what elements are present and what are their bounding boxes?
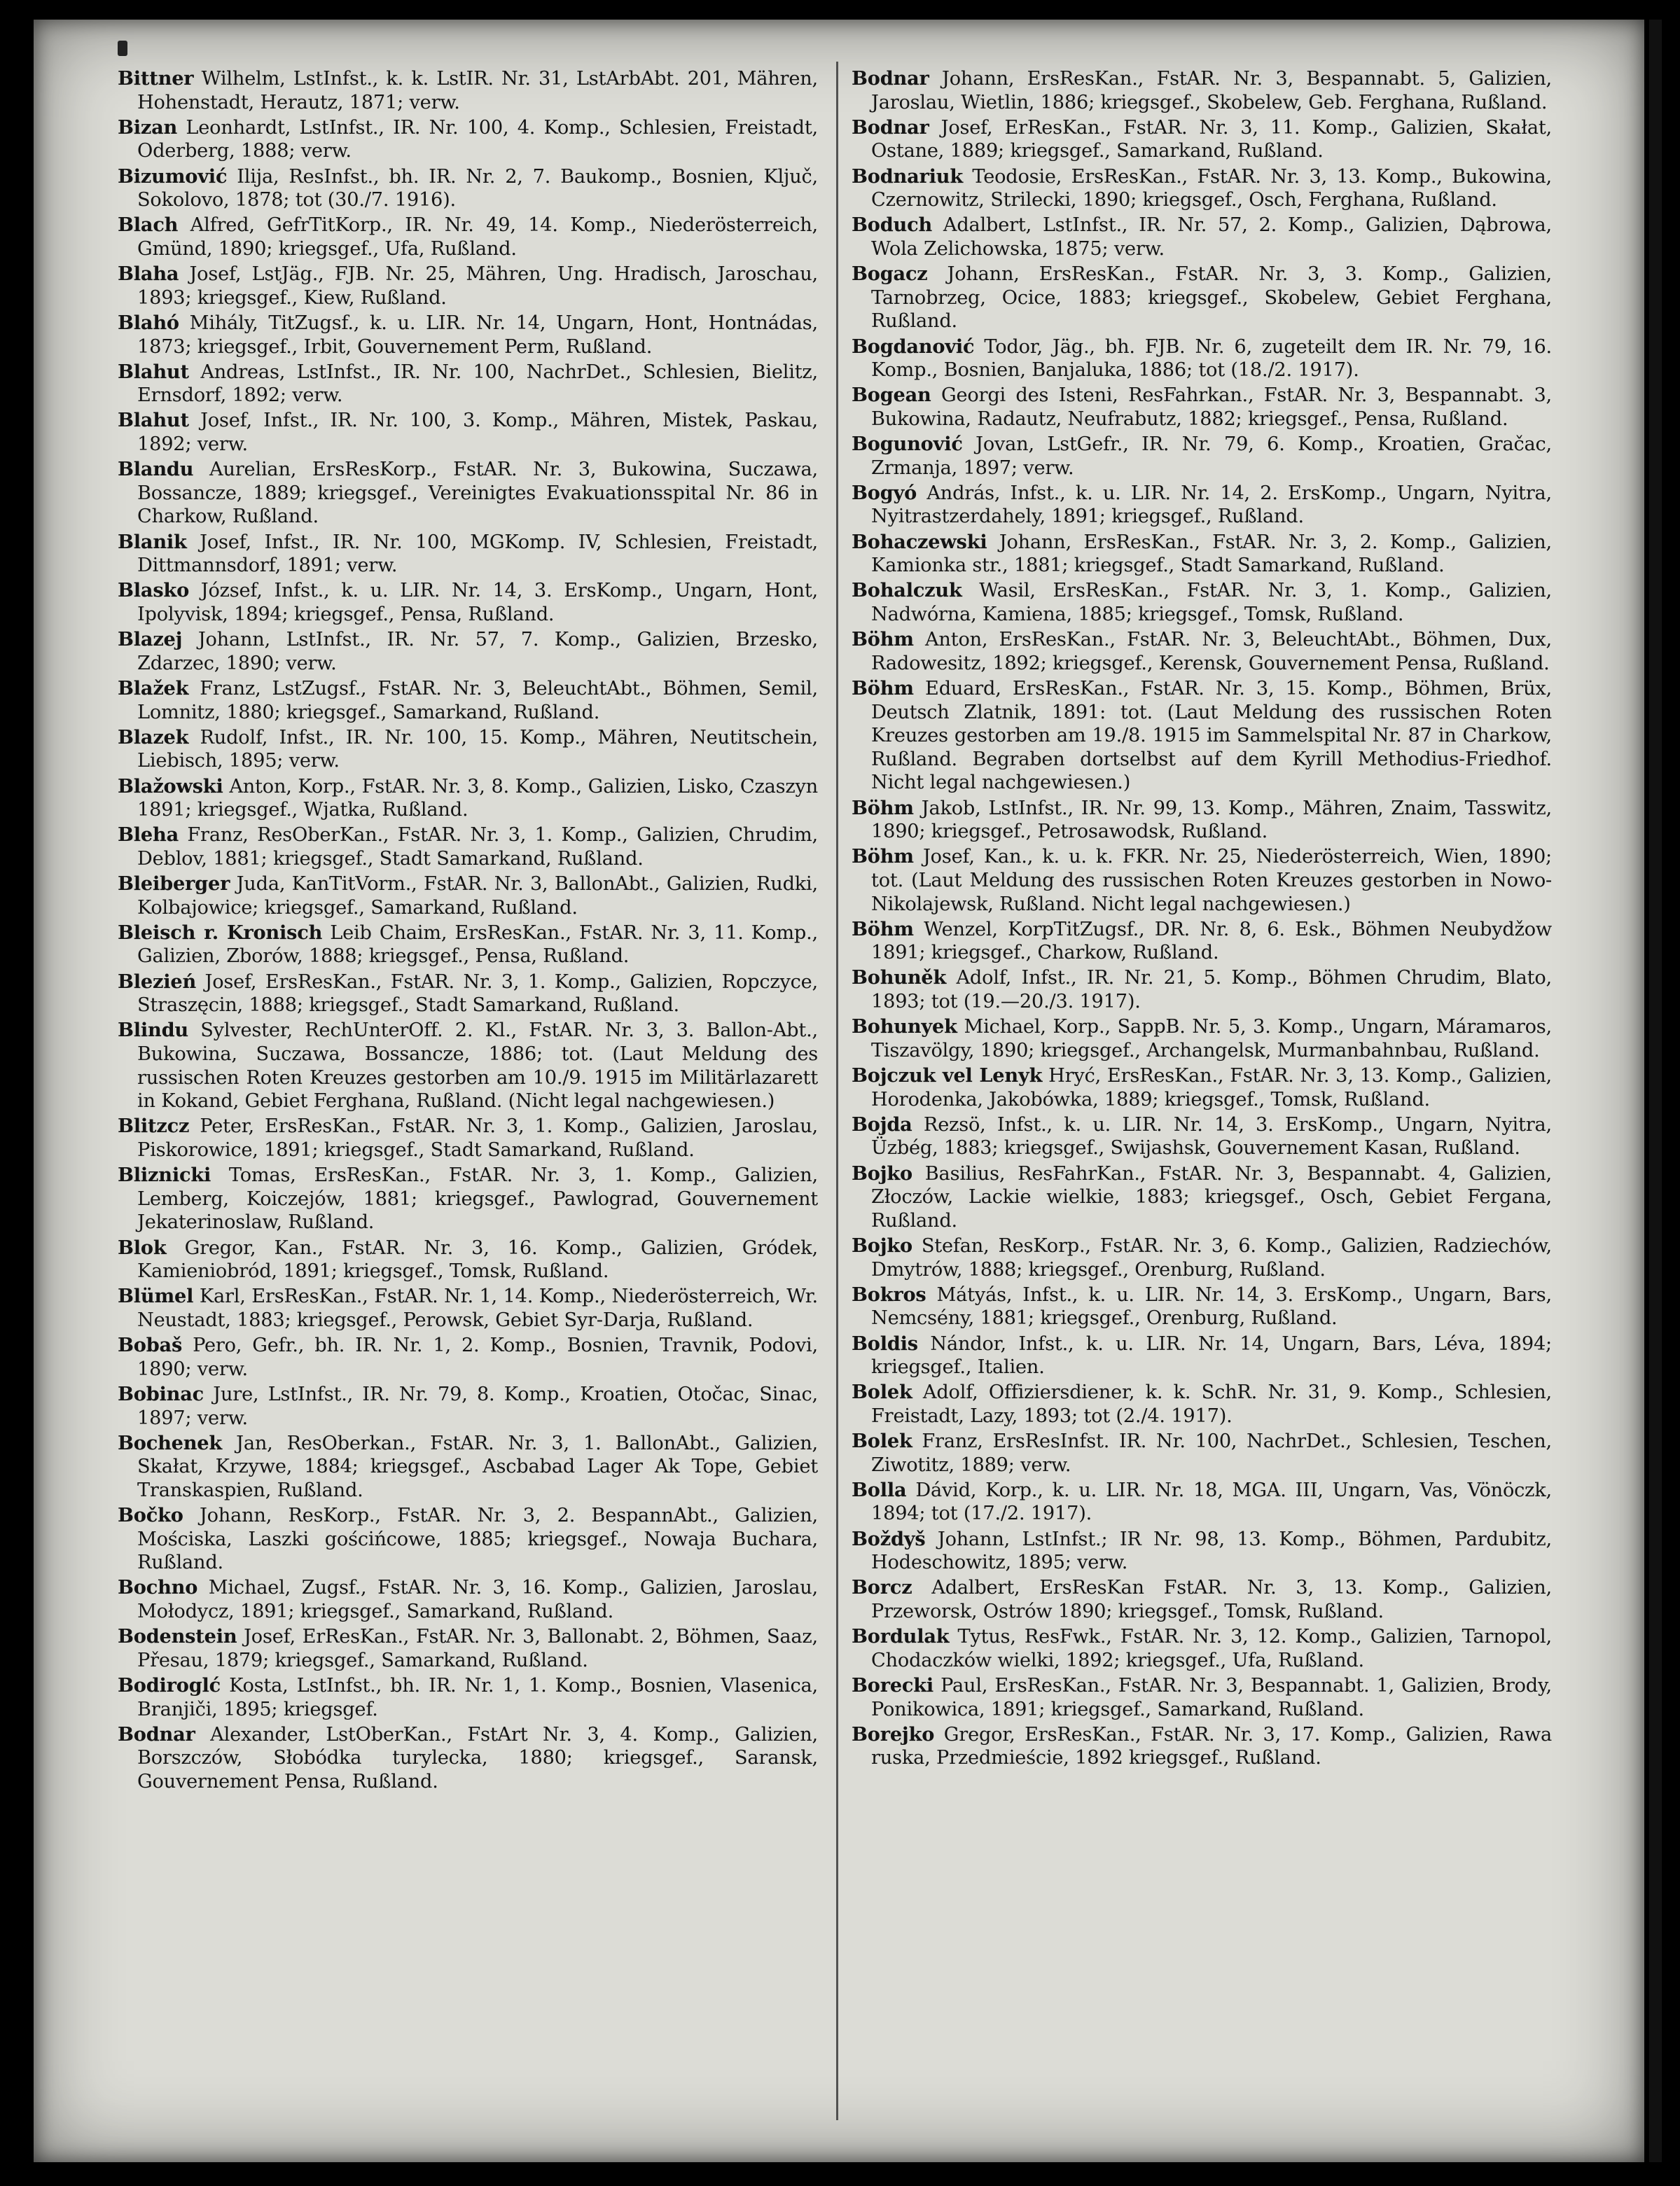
entry-details: Ilija, ResInfst., bh. IR. Nr. 2, 7. Baukomp., Bosnien, Ključ, Sokolovo, 1878; tot (30./7. 1916). <box>137 165 818 211</box>
entry-details: József, Infst., k. u. LIR. Nr. 14, 3. ErsKomp., Ungarn, Hont, Ipolyvisk, 1894; kriegsgef., Pensa, Rußland. <box>137 580 818 625</box>
register-entry <box>118 823 818 870</box>
register-entry <box>118 1237 818 1283</box>
register-entry <box>852 1723 1552 1770</box>
entry-surname: Blahó <box>118 311 179 334</box>
column-divider <box>836 62 838 2120</box>
entry-surname: Bodnar <box>852 116 929 139</box>
register-entry <box>852 1283 1552 1330</box>
entry-details: Peter, ErsResKan., FstAR. Nr. 3, 1. Komp., Galizien, Jaroslau, Piskorowice, 1891; kriegsgef., Stadt Samarkand, Rußland. <box>137 1115 818 1161</box>
entry-surname: Bohalczuk <box>852 579 962 602</box>
register-entry <box>118 116 818 163</box>
register-entry <box>118 531 818 578</box>
register-entry <box>852 1528 1552 1575</box>
entry-details: Josef, Kan., k. u. k. FKR. Nr. 25, Niederösterreich, Wien, 1890; tot. (Laut Meldung des russischen Roten Kreuzes gestorben in Nowo-Nikolajewsk, Rußland. Nicht legal nachgewiesen.) <box>871 846 1552 915</box>
entry-details: Franz, ResOberKan., FstAR. Nr. 3, 1. Komp., Galizien, Chrudim, Deblov, 1881; kriegsgef., Stadt Samarkand, Rußland. <box>137 824 818 870</box>
entry-details: Andreas, LstInfst., IR. Nr. 100, NachrDet., Schlesien, Bielitz, Ernsdorf, 1892; verw. <box>137 361 818 407</box>
register-entry <box>852 384 1552 431</box>
entry-surname: Blandu <box>118 458 194 481</box>
entry-surname: Bodiroglć <box>118 1674 221 1697</box>
entry-surname: Bolek <box>852 1430 912 1453</box>
entry-details: Pero, Gefr., bh. IR. Nr. 1, 2. Komp., Bosnien, Travnik, Podovi, 1890; verw. <box>137 1335 818 1380</box>
entry-details: Wenzel, KorpTitZugsf., DR. Nr. 8, 6. Esk., Böhmen Neubydžow 1891; kriegsgef., Charkow, Rußland. <box>871 918 1552 964</box>
entry-details: Josef, ErResKan., FstAR. Nr. 3, Ballonabt. 2, Böhmen, Saaz, Přesau, 1879; kriegsgef., Samarkand, Rußland. <box>137 1626 818 1671</box>
entry-surname: Böhm <box>852 796 914 819</box>
entry-surname: Blanik <box>118 530 187 553</box>
entry-surname: Blezień <box>118 970 197 993</box>
entry-details: Gregor, ErsResKan., FstAR. Nr. 3, 17. Komp., Galizien, Rawa ruska, Przedmieście, 1892 kriegsgef., Rußland. <box>871 1723 1552 1769</box>
entry-surname: Bojczuk vel Lenyk <box>852 1064 1043 1087</box>
entry-surname: Bobaš <box>118 1334 183 1357</box>
entry-surname: Bogacz <box>852 263 928 286</box>
entry-surname: Bleisch r. Kronisch <box>118 921 323 944</box>
entry-surname: Bohunyek <box>852 1015 957 1038</box>
entry-surname: Blindu <box>118 1019 188 1042</box>
register-entry <box>118 1383 818 1430</box>
register-entry <box>118 1285 818 1332</box>
register-entry <box>118 1576 818 1623</box>
entry-surname: Bogunović <box>852 433 963 456</box>
entry-details: Alexander, LstOberKan., FstArt Nr. 3, 4. Komp., Galizien, Borszczów, Słobódka turylecka, 1880; kriegsgef., Saransk, Gouvernement Pensa, Rußland. <box>137 1723 818 1792</box>
entry-surname: Bochenek <box>118 1431 223 1454</box>
entry-details: Johann, ErsResKan., FstAR. Nr. 3, Bespannabt. 5, Galizien, Jaroslau, Wietlin, 1886; kriegsgef., Skobelew, Geb. Ferghana, Rußland. <box>871 68 1552 113</box>
entry-details: Hryć, ErsResKan., FstAR. Nr. 3, 13. Komp., Galizien, Horodenka, Jakobówka, 1889; kriegsgef., Tomsk, Rußland. <box>871 1065 1552 1111</box>
entry-details: Rudolf, Infst., IR. Nr. 100, 15. Komp., Mähren, Neutitschein, Liebisch, 1895; verw. <box>137 726 818 772</box>
entry-surname: Blach <box>118 214 179 237</box>
entry-details: Anton, Korp., FstAR. Nr. 3, 8. Komp., Galizien, Lisko, Czaszyn 1891; kriegsgef., Wjatka, Rußland. <box>137 775 818 821</box>
entry-details: Adolf, Infst., IR. Nr. 21, 5. Komp., Böhmen Chrudim, Blato, 1893; tot (19.—20./3. 1917). <box>871 967 1552 1013</box>
entry-details: Josef, LstJäg., FJB. Nr. 25, Mähren, Ung. Hradisch, Jaroschau, 1893; kriegsgef., Kiew, Rußland. <box>137 263 818 309</box>
entry-details: Adolf, Offiziersdiener, k. k. SchR. Nr. 31, 9. Komp., Schlesien, Freistadt, Lazy, 1893; tot (2./4. 1917). <box>871 1381 1552 1427</box>
entry-details: Leonhardt, LstInfst., IR. Nr. 100, 4. Komp., Schlesien, Freistadt, Oderberg, 1888; verw. <box>137 116 818 162</box>
entry-surname: Blažek <box>118 676 189 699</box>
entry-surname: Bittner <box>118 67 194 90</box>
register-entry <box>852 116 1552 163</box>
register-entry <box>118 214 818 260</box>
register-entry <box>852 1674 1552 1721</box>
scan-edge <box>1649 20 1662 2162</box>
register-entry <box>118 458 818 529</box>
register-entry <box>852 335 1552 382</box>
register-entry <box>118 67 818 114</box>
entry-details: Dávid, Korp., k. u. LIR. Nr. 18, MGA. III, Ungarn, Vas, Vönöczk, 1894; tot (17./2. 1917). <box>871 1479 1552 1525</box>
entry-surname: Borcz <box>852 1576 912 1599</box>
register-entry <box>852 67 1552 114</box>
entry-surname: Boždyš <box>852 1527 926 1550</box>
entry-surname: Blümel <box>118 1285 194 1308</box>
entry-surname: Bleiberger <box>118 872 230 896</box>
entry-surname: Blazej <box>118 628 183 651</box>
entry-surname: Boduch <box>852 214 933 237</box>
register-entry <box>852 1576 1552 1623</box>
entry-surname: Bohuněk <box>852 966 947 989</box>
entry-details: Wasil, ErsResKan., FstAR. Nr. 3, 1. Komp., Galizien, Nadwórna, Kamiena, 1885; kriegsgef., Tomsk, Rußland. <box>871 580 1552 625</box>
page-corner-mark <box>118 41 127 56</box>
entry-surname: Borejko <box>852 1722 935 1746</box>
register-entry <box>852 1234 1552 1281</box>
register-entry <box>118 579 818 626</box>
register-entry <box>118 1115 818 1162</box>
entry-details: András, Infst., k. u. LIR. Nr. 14, 2. ErsKomp., Ungarn, Nyitra, Nyitrastzerdahely, 1891; kriegsgef., Rußland. <box>871 482 1552 528</box>
entry-details: Josef, Infst., IR. Nr. 100, MGKomp. IV, Schlesien, Freistadt, Dittmannsdorf, 1891; verw. <box>137 531 818 577</box>
register-entry <box>852 797 1552 844</box>
entry-details: Jakob, LstInfst., IR. Nr. 99, 13. Komp., Mähren, Znaim, Tasswitz, 1890; kriegsgef., Petrosawodsk, Rußland. <box>871 797 1552 843</box>
register-entry <box>852 966 1552 1013</box>
entry-details: Johann, ErsResKan., FstAR. Nr. 3, 3. Komp., Galizien, Tarnobrzeg, Ocice, 1883; kriegsgef., Skobelew, Gebiet Ferghana, Rußland. <box>871 263 1552 333</box>
entry-details: Michael, Zugsf., FstAR. Nr. 3, 16. Komp., Galizien, Jaroslau, Mołodycz, 1891; kriegsgef., Samarkand, Rußland. <box>137 1577 818 1623</box>
register-entry <box>118 775 818 822</box>
register-entry <box>118 1504 818 1575</box>
register-entry <box>852 1381 1552 1428</box>
entry-details: Johann, LstInfst., IR. Nr. 57, 7. Komp., Galizien, Brzesko, Zdarzec, 1890; verw. <box>137 629 818 674</box>
entry-details: Todor, Jäg., bh. FJB. Nr. 6, zugeteilt dem IR. Nr. 79, 16. Komp., Bosnien, Banjaluka, 1886; tot (18./2. 1917). <box>871 335 1552 382</box>
register-entry <box>852 1625 1552 1672</box>
entry-details: Michael, Korp., SappB. Nr. 5, 3. Komp., Ungarn, Máramaros, Tiszavölgy, 1890; kriegsgef., Archangelsk, Murmanbahnbau, Rußland. <box>871 1016 1552 1061</box>
entry-surname: Böhm <box>852 628 914 651</box>
entry-surname: Blitzcz <box>118 1115 190 1138</box>
entry-surname: Bodnar <box>118 1722 195 1746</box>
entry-surname: Bodnar <box>852 67 929 90</box>
entry-surname: Blasko <box>118 579 190 602</box>
entry-surname: Blok <box>118 1236 167 1259</box>
right-column <box>852 67 1552 1772</box>
register-entry <box>852 1064 1552 1111</box>
entry-details: Leib Chaim, ErsResKan., FstAR. Nr. 3, 11. Komp., Galizien, Zborów, 1888; kriegsgef., Pensa, Rußland. <box>137 921 818 968</box>
entry-details: Teodosie, ErsResKan., FstAR. Nr. 3, 13. Komp., Bukowina, Czernowitz, Strilecki, 1890; kriegsgef., Osch, Ferghana, Rußland. <box>871 165 1552 211</box>
entry-details: Josef, Infst., IR. Nr. 100, 3. Komp., Mähren, Mistek, Paskau, 1892; verw. <box>137 410 818 456</box>
entry-details: Jovan, LstGefr., IR. Nr. 79, 6. Komp., Kroatien, Gračac, Zrmanja, 1897; verw. <box>871 433 1552 479</box>
entry-details: Johann, ErsResKan., FstAR. Nr. 3, 2. Komp., Galizien, Kamionka str., 1881; kriegsgef., Stadt Samarkand, Rußland. <box>871 531 1552 577</box>
entry-surname: Blahut <box>118 360 189 383</box>
entry-details: Alfred, GefrTitKorp., IR. Nr. 49, 14. Komp., Niederösterreich, Gmünd, 1890; kriegsgef., Ufa, Rußland. <box>137 214 818 260</box>
entry-surname: Bodnariuk <box>852 165 963 188</box>
entry-surname: Blahut <box>118 409 189 432</box>
register-entry <box>118 1723 818 1794</box>
entry-details: Tomas, ErsResKan., FstAR. Nr. 3, 1. Komp., Galizien, Lemberg, Koiczejów, 1881; kriegsgef., Pawlograd, Gouvernement Jekaterinoslaw, Rußland. <box>137 1164 818 1234</box>
register-entry <box>852 1015 1552 1062</box>
register-entry <box>852 628 1552 675</box>
entry-details: Josef, ErsResKan., FstAR. Nr. 3, 1. Komp., Galizien, Ropczyce, Straszęcin, 1888; kriegsgef., Stadt Samarkand, Rußland. <box>137 970 818 1017</box>
register-entry <box>118 677 818 724</box>
register-entry <box>852 433 1552 480</box>
register-entry <box>852 1430 1552 1477</box>
entry-details: Adalbert, LstInfst., IR. Nr. 57, 2. Komp., Galizien, Dąbrowa, Wola Zelichowska, 1875; verw. <box>871 214 1552 260</box>
entry-details: Aurelian, ErsResKorp., FstAR. Nr. 3, Bukowina, Suczawa, Bossancze, 1889; kriegsgef., Vereinigtes Evakuationsspital Nr. 86 in Charkow, Rußland. <box>137 459 818 528</box>
entry-surname: Bobinac <box>118 1382 204 1405</box>
register-entry <box>118 409 818 456</box>
register-entry <box>852 1332 1552 1379</box>
entry-surname: Blažowski <box>118 774 223 798</box>
register-entry <box>118 361 818 408</box>
entry-surname: Boldis <box>852 1332 918 1355</box>
entry-details: Johann, LstInfst.; IR Nr. 98, 13. Komp., Böhmen, Pardubitz, Hodeschowitz, 1895; verw. <box>871 1528 1552 1574</box>
entry-surname: Borecki <box>852 1674 934 1697</box>
entry-details: Karl, ErsResKan., FstAR. Nr. 1, 14. Komp., Niederösterreich, Wr. Neustadt, 1883; kriegsgef., Perowsk, Gebiet Syr-Darja, Rußland. <box>137 1286 818 1331</box>
entry-details: Jan, ResOberkan., FstAR. Nr. 3, 1. BallonAbt., Galizien, Skałat, Krzywe, 1884; kriegsgef., Ascbabad Lager Ak Tope, Gebiet Transkaspien, Rußland. <box>137 1432 818 1501</box>
register-entry <box>118 921 818 968</box>
entry-surname: Bogdanović <box>852 335 975 358</box>
entry-surname: Bizumović <box>118 165 228 188</box>
register-entry <box>852 1162 1552 1233</box>
entry-details: Wilhelm, LstInfst., k. k. LstIR. Nr. 31, LstArbAbt. 201, Mähren, Hohenstadt, Herautz, 1871; verw. <box>137 68 818 113</box>
entry-surname: Bogean <box>852 384 931 407</box>
entry-surname: Bokros <box>852 1283 926 1306</box>
entry-surname: Bizan <box>118 116 178 139</box>
entry-details: Adalbert, ErsResKan FstAR. Nr. 3, 13. Komp., Galizien, Przeworsk, Ostrów 1890; kriegsgef., Tomsk, Rußland. <box>871 1577 1552 1623</box>
entry-surname: Bočko <box>118 1504 183 1527</box>
register-entry <box>118 263 818 309</box>
entry-details: Juda, KanTitVorm., FstAR. Nr. 3, BallonAbt., Galizien, Rudki, Kolbajowice; kriegsgef., Samarkand, Rußland. <box>137 873 818 919</box>
entry-details: Basilius, ResFahrKan., FstAR. Nr. 3, Bespannabt. 4, Galizien, Złoczów, Lackie wielkie, 1883; kriegsgef., Osch, Gebiet Fergana, Rußland. <box>871 1162 1553 1232</box>
register-entry <box>118 628 818 675</box>
register-entry <box>118 1164 818 1234</box>
entry-details: Rezsö, Infst., k. u. LIR. Nr. 14, 3. ErsKomp., Ungarn, Nyitra, Üzbég, 1883; kriegsgef., Swijashsk, Gouvernement Kasan, Rußland. <box>871 1113 1552 1160</box>
register-entry <box>118 312 818 358</box>
entry-surname: Bogyó <box>852 481 917 504</box>
entry-details: Anton, ErsResKan., FstAR. Nr. 3, BeleuchtAbt., Böhmen, Dux, Radowesitz, 1892; kriegsgef., Kerensk, Gouvernement Pensa, Rußland. <box>871 629 1552 674</box>
left-column <box>118 67 818 1795</box>
entry-surname: Bodenstein <box>118 1625 237 1648</box>
entry-details: Tytus, ResFwk., FstAR. Nr. 3, 12. Komp., Galizien, Tarnopol, Chodaczków wielki, 1892; kriegsgef., Ufa, Rußland. <box>871 1626 1552 1671</box>
register-entry <box>118 970 818 1017</box>
entry-details: Franz, ErsResInfst. IR. Nr. 100, NachrDet., Schlesien, Teschen, Ziwotitz, 1889; verw. <box>871 1430 1552 1476</box>
entry-surname: Bohaczewski <box>852 530 987 553</box>
entry-surname: Böhm <box>852 917 914 940</box>
register-entry <box>118 165 818 212</box>
register-entry <box>118 1674 818 1721</box>
entry-surname: Bojko <box>852 1162 912 1185</box>
entry-surname: Bolla <box>852 1478 907 1501</box>
entry-details: Gregor, Kan., FstAR. Nr. 3, 16. Komp., Galizien, Gródek, Kamieniobród, 1891; kriegsgef., Tomsk, Rußland. <box>137 1237 818 1283</box>
register-entry <box>852 918 1552 965</box>
entry-surname: Bolek <box>852 1381 912 1404</box>
entry-details: Stefan, ResKorp., FstAR. Nr. 3, 6. Komp., Galizien, Radziechów, Dmytrów, 1888; kriegsgef., Orenburg, Rußland. <box>871 1234 1553 1281</box>
entry-surname: Bordulak <box>852 1625 950 1648</box>
entry-details: Kosta, LstInfst., bh. IR. Nr. 1, 1. Komp., Bosnien, Vlasenica, Branjiči, 1895; kriegsgef. <box>137 1675 818 1720</box>
entry-details: Nándor, Infst., k. u. LIR. Nr. 14, Ungarn, Bars, Léva, 1894; kriegsgef., Italien. <box>871 1332 1553 1379</box>
register-entry <box>852 263 1552 333</box>
entry-surname: Bochno <box>118 1576 198 1599</box>
entry-details: Paul, ErsResKan., FstAR. Nr. 3, Bespannabt. 1, Galizien, Brody, Ponikowica, 1891; kriegsgef., Samarkand, Rußland. <box>871 1675 1552 1720</box>
register-entry <box>118 1334 818 1381</box>
entry-details: Mihály, TitZugsf., k. u. LIR. Nr. 14, Ungarn, Hont, Hontnádas, 1873; kriegsgef., Irbit, Gouvernement Perm, Rußland. <box>137 312 818 358</box>
register-entry <box>118 1625 818 1672</box>
register-entry <box>852 677 1552 795</box>
register-entry <box>852 165 1552 212</box>
register-entry <box>118 726 818 773</box>
entry-details: Eduard, ErsResKan., FstAR. Nr. 3, 15. Komp., Böhmen, Brüx, Deutsch Zlatnik, 1891: tot. (Laut Meldung des russischen Roten Kreuzes gestorben am 19./8. 1915 im Sammelspital Nr. 87 in Charkow, Rußland. Begraben dortselbst auf dem Kyrill Methodius-Friedhof. Nicht legal nachgewiesen.) <box>871 677 1552 794</box>
entry-surname: Blaha <box>118 263 179 286</box>
entry-details: Sylvester, RechUnterOff. 2. Kl., FstAR. Nr. 3, 3. Ballon-Abt., Bukowina, Suczawa, Bossancze, 1886; tot. (Laut Meldung des russischen Roten Kreuzes gestorben am 10./9. 1915 im Militärlazarett in Kokand, Gebiet Ferghana, Rußland. (Nicht legal nachgewiesen.) <box>137 1019 818 1113</box>
entry-surname: Böhm <box>852 845 914 868</box>
register-entry <box>852 579 1552 626</box>
entry-surname: Bojda <box>852 1113 912 1136</box>
entry-surname: Bleha <box>118 823 179 847</box>
register-entry <box>118 872 818 919</box>
document-page <box>34 20 1644 2162</box>
entry-details: Franz, LstZugsf., FstAR. Nr. 3, BeleuchtAbt., Böhmen, Semil, Lomnitz, 1880; kriegsgef., Samarkand, Rußland. <box>137 677 818 723</box>
register-entry <box>852 845 1552 916</box>
entry-details: Georgi des Isteni, ResFahrkan., FstAR. Nr. 3, Bespannabt. 3, Bukowina, Radautz, Neufrabutz, 1882; kriegsgef., Pensa, Rußland. <box>871 384 1552 430</box>
entry-details: Mátyás, Infst., k. u. LIR. Nr. 14, 3. ErsKomp., Ungarn, Bars, Nemcsény, 1881; kriegsgef., Orenburg, Rußland. <box>871 1283 1552 1330</box>
entry-surname: Böhm <box>852 676 914 699</box>
register-entry <box>852 214 1552 260</box>
register-entry <box>852 531 1552 578</box>
register-entry <box>118 1019 818 1113</box>
entry-surname: Bojko <box>852 1234 912 1257</box>
register-entry <box>852 1113 1552 1160</box>
entry-details: Johann, ResKorp., FstAR. Nr. 3, 2. BespannAbt., Galizien, Mościska, Laszki gościńcowe, 1885; kriegsgef., Nowaja Buchara, Rußland. <box>137 1505 818 1574</box>
register-entry <box>118 1432 818 1503</box>
register-entry <box>852 482 1552 529</box>
entry-surname: Blazek <box>118 725 189 749</box>
entry-surname: Bliznicki <box>118 1164 211 1187</box>
register-entry <box>852 1479 1552 1526</box>
entry-details: Jure, LstInfst., IR. Nr. 79, 8. Komp., Kroatien, Otočac, Sinac, 1897; verw. <box>137 1383 818 1429</box>
entry-details: Josef, ErResKan., FstAR. Nr. 3, 11. Komp., Galizien, Skałat, Ostane, 1889; kriegsgef., Samarkand, Rußland. <box>871 116 1552 162</box>
